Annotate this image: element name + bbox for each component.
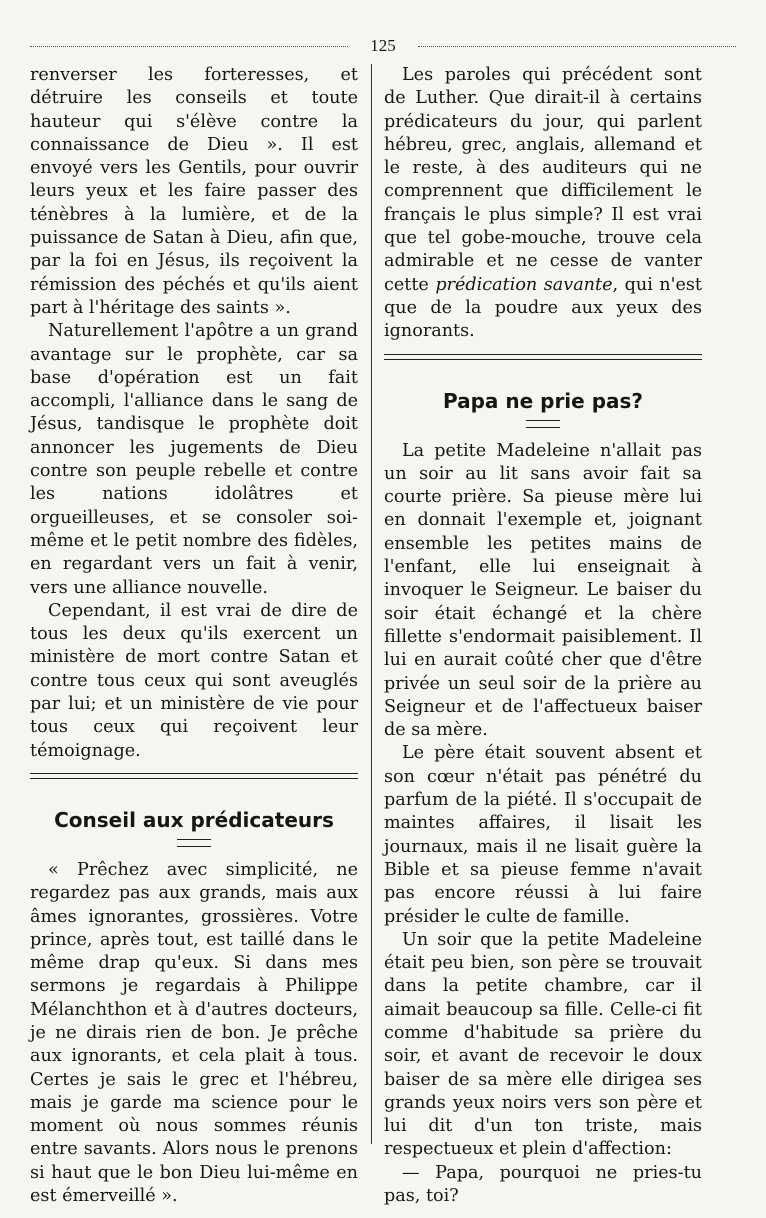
intro-paragraph [384,64,702,344]
intro-emphasis: prédication savante [435,274,613,295]
left-column [30,64,358,1208]
paragraph: Cependant, il est vrai de dire de tous les deux qu'ils exercent un ministère de mort contre Satan et contre tous ceux qui sont aveuglés par lui; et un ministère de vie pour tous ceux qui reçoivent leur témoignage. [30,600,358,761]
paragraph: Naturellement l'apôtre a un grand avantage sur le prophète, car sa base d'opération est un fait accompli, l'alliance dans le sang de Jésus, tandisque le prophète doit annoncer les jugements de Dieu contre son peuple rebelle et contre les nations idolâtres et orgueilleuses, et se consoler soi-même et le petit nombre des fidèles, en regardant vers un fait à venir, vers une alliance nouvelle. [30,321,358,598]
paragraph: La petite Madeleine n'allait pas un soir au lit sans avoir fait sa courte prière. Sa pieuse mère lui en donnait l'exemple et, joignant ensemble les petites mains de l'enfant, elle lui enseignait à invoquer le Seigneur. Le baiser du soir était échangé et la chère fillette s'endormait paisiblement. Il lui en aurait coûté cher que d'être privée un seul soir de la prière au Seigneur et de l'affectueux baiser de sa mère. [384,440,702,741]
paragraph: Un soir que la petite Madeleine était peu bien, son père se trouvait dans la petite chambre, car il aimait beaucoup sa fille. Celle-ci fit comme d'habitude sa prière du soir, et avant de recevoir le doux baiser de sa mère elle dirigea ses grands yeux noirs vers son père et lui dit d'un ton triste, mais respectueux et plein d'affection: [384,929,702,1160]
section-separator [30,773,358,779]
title-ornament [177,839,211,847]
section-separator [384,354,702,360]
intro-text: Les paroles qui précédent sont de Luther. Que dirait-il à certains prédicateurs du jour, qui parlent hébreu, grec, anglais, allemand et le reste, à des auditeurs qui ne comprennent que difficilement le français le plus simple? Il est vrai que tel gobe-mouche, trouve cela admirable et ne cesse de vanter cette [384,65,702,295]
title-ornament [526,420,560,428]
column-divider [371,64,372,1144]
paragraph: Le père était souvent absent et son cœur n'était pas pénétré du parfum de la piété. Il s'occupait de maintes affaires, il lisait les journaux, mais il ne lisait guère la Bible et sa pieuse femme n'avait pas encore réussi à lui faire présider le culte de famille. [384,743,702,927]
article-title: Conseil aux prédicateurs [54,807,334,832]
header-dotted-rule-right [418,46,736,47]
paragraph: renverser les forteresses, et détruire les conseils et toute hauteur qui s'élève contre la connaissance de Dieu ». Il est envoyé vers les Gentils, pour ouvrir leurs yeux et les faire passer des ténèbres à la lumière, et de la puissance de Satan à Dieu, afin que, par la foi en Jésus, ils reçoivent la rémission des péchés et qu'ils aient part à l'héritage des saints ». [30,65,358,318]
page-header [30,36,736,56]
page-number: 125 [370,36,396,55]
quote-paragraph: « Prêchez avec simplicité, ne regardez pas aux grands, mais aux âmes ignorantes, grossières. Votre prince, après tout, est taillé dans le même drap qu'eux. Si dans mes sermons je regardais à Philippe Mélanchthon et à d'autres docteurs, je ne dirais rien de bon. Je prêche aux ignorants, et cela plait à tous. Certes je sais le grec et l'hébreu, mais je garde ma science pour le moment où nous sommes réunis entre savants. Alors nous le prenons si haut que le bon Dieu lui-même en est émerveillé ». [30,859,358,1207]
article-title: Papa ne prie pas? [442,388,644,413]
dialogue-line: — Papa, pourquoi ne pries-tu pas, toi? [384,1162,702,1207]
intro-text-end: , qui n'est que de la poudre aux yeux des ignorants. [384,274,702,342]
right-column [384,64,702,1208]
